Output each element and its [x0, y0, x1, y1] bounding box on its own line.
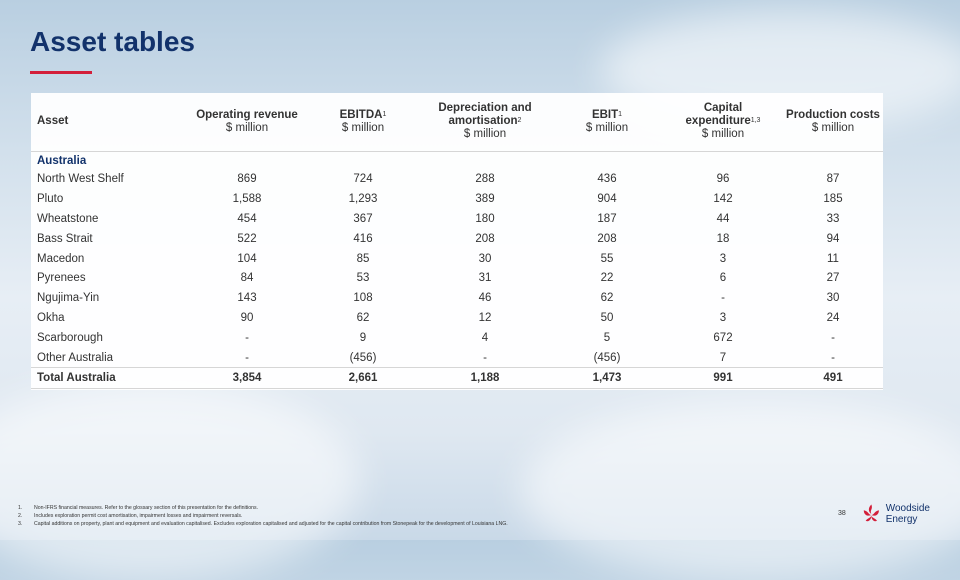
value-cell: -	[831, 331, 835, 344]
value-cell: (456)	[349, 351, 377, 364]
value-cell: 3	[719, 252, 727, 265]
table-header-row	[31, 93, 883, 151]
value-cell: 22	[600, 272, 614, 285]
footnotes	[18, 504, 508, 528]
value-cell: 1,588	[232, 193, 262, 206]
value-cell: 33	[826, 212, 840, 225]
asset-name-cell: Pluto	[37, 193, 64, 206]
value-cell: 104	[237, 252, 257, 265]
table-row	[31, 229, 883, 249]
value-cell: 11	[827, 252, 839, 265]
value-cell: 85	[356, 252, 370, 265]
asset-name-cell: Ngujima-Yin	[37, 292, 100, 305]
value-cell: 46	[478, 292, 492, 305]
value-cell: -	[831, 351, 835, 364]
value-cell: 53	[356, 272, 370, 285]
value-cell: 208	[597, 232, 617, 245]
total-value-cell: 991	[663, 368, 783, 389]
asset-name-cell: Macedon	[37, 252, 85, 265]
value-cell: (456)	[593, 351, 621, 364]
value-cell: 30	[826, 292, 840, 305]
value-cell: -	[721, 292, 725, 305]
value-cell: 108	[353, 292, 373, 305]
value-cell: 869	[237, 173, 257, 186]
value-cell: 1,293	[348, 193, 378, 206]
value-cell: 5	[603, 331, 611, 344]
value-cell: 30	[478, 252, 492, 265]
title-underline	[30, 71, 92, 74]
woodside-logo	[860, 500, 930, 528]
asset-name-cell: Wheatstone	[37, 212, 99, 225]
value-cell: 522	[237, 232, 257, 245]
section-label: Australia	[37, 154, 87, 167]
value-cell: 904	[597, 193, 617, 206]
table-row	[31, 189, 883, 209]
asset-name-cell: Pyrenees	[37, 272, 86, 285]
table-row	[31, 249, 883, 269]
value-cell: 6	[719, 272, 727, 285]
value-cell: 50	[600, 311, 614, 324]
value-cell: 180	[475, 212, 495, 225]
total-value-cell: 1,473	[551, 368, 663, 389]
value-cell: -	[245, 351, 249, 364]
table-row	[31, 170, 883, 190]
value-cell: -	[483, 351, 487, 364]
footnote: 2. Includes exploration permit cost amortisation, impairment losses and impairment reversals.	[18, 513, 243, 519]
table-row	[31, 288, 883, 308]
value-cell: 31	[478, 272, 492, 285]
table-row	[31, 209, 883, 229]
value-cell: 672	[713, 331, 733, 344]
value-cell: 55	[600, 252, 614, 265]
footnote: 1. Non-IFRS financial measures. Refer to the glossary section of this presentation for the definitions.	[18, 505, 259, 511]
value-cell: 94	[826, 232, 840, 245]
value-cell: 187	[597, 212, 617, 225]
value-cell: 18	[716, 232, 730, 245]
total-value-cell: 1,188	[419, 368, 551, 389]
col-header-capex: Capital expenditure$^{1,3}$ $ million	[663, 93, 783, 151]
total-value-cell: 491	[783, 368, 883, 389]
value-cell: 724	[353, 173, 373, 186]
value-cell: 7	[719, 351, 727, 364]
total-value-cell: 3,854	[187, 368, 307, 389]
col-header-depreciation: Depreciation and amortisation$^2$ $ million	[419, 93, 551, 151]
col-header-ebitda: EBITDA$^1$ $ million	[307, 93, 419, 151]
logo-text-line2: Energy	[885, 514, 918, 525]
value-cell: 12	[478, 311, 492, 324]
footnote: 3. Capital additions on property, plant and equipment and evaluation capitalised. Excludes exploration capitalised and adjusted for the capital contribution from Stonepeak for the development of Louisiana LNG.	[18, 521, 508, 527]
section-row	[31, 151, 883, 170]
table-row	[31, 348, 883, 368]
value-cell: 389	[475, 193, 495, 206]
asset-name-cell: Other Australia	[37, 351, 114, 364]
value-cell: 3	[719, 311, 727, 324]
value-cell: 27	[826, 272, 840, 285]
value-cell: 24	[826, 311, 840, 324]
total-label-cell: Total Australia	[31, 368, 187, 389]
woodside-flame-icon	[860, 502, 883, 526]
value-cell: 436	[597, 173, 617, 186]
value-cell: 142	[713, 193, 733, 206]
asset-name-cell: North West Shelf	[37, 173, 124, 186]
page-title: Asset tables	[30, 26, 195, 57]
value-cell: 9	[359, 331, 367, 344]
value-cell: 288	[475, 173, 495, 186]
value-cell: 416	[353, 232, 373, 245]
value-cell: 62	[356, 311, 370, 324]
value-cell: 62	[600, 292, 614, 305]
value-cell: 143	[237, 292, 257, 305]
logo-text-line1: Woodside	[885, 503, 930, 514]
background-cloud	[520, 400, 960, 580]
table-row	[31, 328, 883, 348]
value-cell: 208	[475, 232, 495, 245]
value-cell: 454	[237, 212, 257, 225]
table-row	[31, 268, 883, 288]
value-cell: 44	[716, 212, 730, 225]
value-cell: 185	[823, 193, 843, 206]
value-cell: 90	[240, 311, 254, 324]
value-cell: 367	[353, 212, 373, 225]
col-header-operating-revenue: Operating revenue $ million	[187, 93, 307, 151]
col-header-asset: Asset	[31, 93, 187, 151]
asset-name-cell: Bass Strait	[37, 232, 93, 245]
asset-name-cell: Scarborough	[37, 331, 103, 344]
value-cell: 87	[826, 173, 840, 186]
value-cell: 84	[240, 272, 254, 285]
total-row	[31, 368, 883, 389]
asset-table-panel	[31, 93, 883, 390]
value-cell: 4	[481, 331, 489, 344]
asset-name-cell: Okha	[37, 311, 65, 324]
background-cloud	[0, 380, 360, 580]
value-cell: -	[245, 331, 249, 344]
col-header-production-costs: Production costs $ million	[783, 93, 883, 151]
col-header-ebit: EBIT$^1$ $ million	[551, 93, 663, 151]
asset-table	[31, 93, 883, 389]
value-cell: 96	[716, 173, 730, 186]
table-row	[31, 308, 883, 328]
page-number: 38	[838, 510, 846, 517]
total-value-cell: 2,661	[307, 368, 419, 389]
